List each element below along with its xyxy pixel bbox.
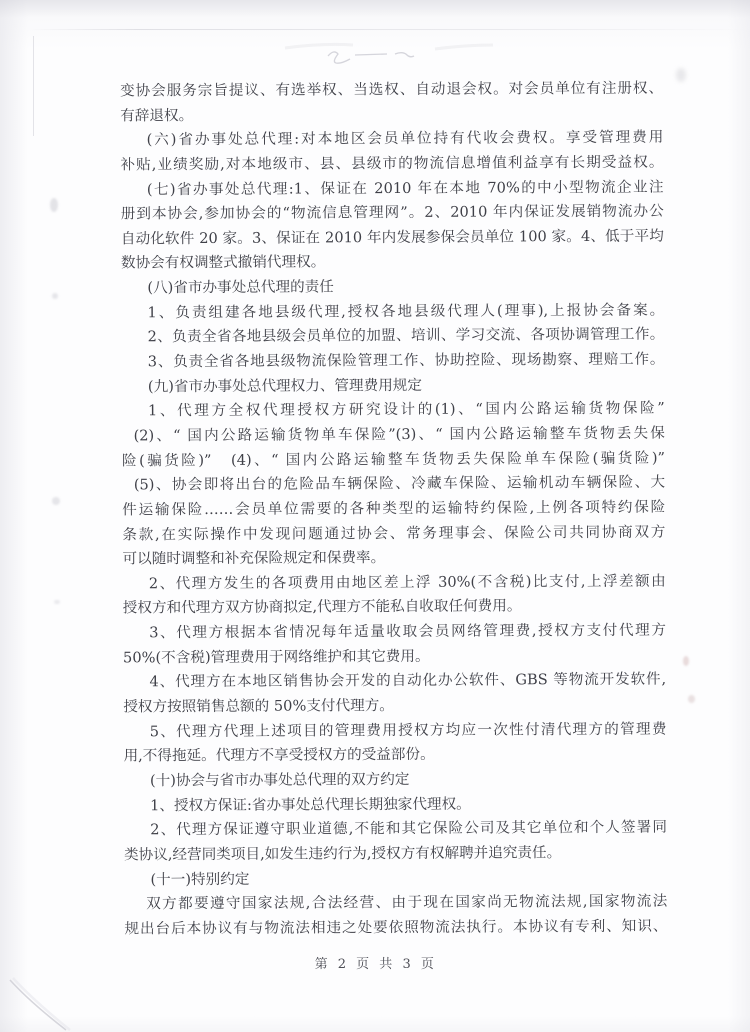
text-line: (八)省市办事处总代理的责任 [147,278,334,297]
text-line: 1、负责组建各地县级代理,授权各地县级代理人(理事),上报协会备案。 [147,301,665,322]
text-line: (六)省办事处总代理:对本地区会员单位持有代收会费权。享受管理费用 [146,128,664,149]
text-line: 类协议,经营同类项目,如发生违约行为,授权方有权解聘并追究责任。 [124,843,562,864]
text-line: 自动化软件 20 家。3、保证在 2010 年内发展参保会员单位 100 家。4、低于平均 [120,227,664,248]
text-line: 5、代理方代理上述项目的管理费用授权方均应一次性付清代理方的管理费 [149,720,667,740]
scan-speck [52,497,60,505]
text-line: 3、代理方根据本省情况每年适量收取会员网络管理费,授权方支付代理方 [149,621,666,642]
text-line: 用,不得拖延。代理方不享受授权方的受益部份。 [123,746,435,765]
scan-speck [50,198,58,212]
scan-speck [52,293,58,299]
scan-speck [688,695,695,703]
page-footer: 第 2 页 共 3 页 [314,957,436,972]
text-line: 50%(不含税)管理费用于网络维护和其它费用。 [122,647,430,667]
text-line: 4、代理方在本地区销售协会开发的自动化办公软件、GBS 等物流开发软件, [149,670,667,691]
text-line: 险(骗货险)” (4)、“ 国内公路运输整车货物丢失保险单车保险(骗货险)” [121,449,666,470]
scan-speck [676,68,686,82]
text-line: 补贴,业绩奖励,对本地级市、县、县级市的物流信息增值利益享有长期受益权。 [120,153,664,174]
text-line: 3、负责全省各地县级物流保险管理工作、协助控险、现场勘察、理赔工作。 [147,350,665,371]
text-line: (九)省市办事处总代理权力、管理费用规定 [147,376,422,395]
text-line: (十一)特别约定 [150,870,250,888]
document-text [120,77,668,942]
text-line: 2、负责全省各地县级会员单位的加盟、培训、学习交流、各项协调管理工作。 [147,325,665,346]
text-line: (七)省办事处总代理:1、保证在 2010 年在本地 70%的中小型物流企业注 [146,178,664,198]
text-line: 规出台后本协议有与物流法相违之处要依照物流法执行。本协议有专利、知识、 [124,917,668,938]
scan-edge-line-horizontal [28,29,750,30]
text-line: (2)、“ 国内公路运输货物单车保险”(3)、“ 国内公路运输整车货物丢失保 [133,424,665,445]
text-line: 1、代理方全权代理授权方研究设计的(1)、“国内公路运输货物保险” [147,399,665,420]
text-line: 可以随时调整和补充保险规定和保费率。 [122,549,386,568]
text-line: 变协会服务宗旨提议、有选举权、当选权、自动退会权。对会员单位有注册权、 [120,79,664,100]
text-line: 授权方按照销售总额的 50%支付代理方。 [123,697,394,716]
text-line: 数协会有权调整式撤销代理权。 [120,253,326,272]
text-line: 2、代理方发生的各项费用由地区差上浮 30%(不含税)比支付,上浮差额由 [148,572,666,593]
text-line: (十)协会与省市办事处总代理的双方约定 [149,770,410,790]
text-line: 授权方和代理方双方协商拟定,代理方不能私自收取任何费用。 [122,597,522,617]
text-line: 有辞退权。 [120,106,194,125]
pencil-smudge [283,38,513,68]
text-line: 2、代理方保证遵守职业道德,不能和其它保险公司及其它单位和个人签署同 [150,818,667,839]
scan-speck [683,656,689,666]
text-line: 1、授权方保证:省办事处总代理长期独家代理权。 [150,795,471,814]
text-line: (5)、协会即将出台的危险品车辆保险、冷藏车保险、运输机动车辆保险、大 [133,473,666,494]
text-line: 件运输保险……会员单位需要的各种类型的运输特约保险,上例各项特约保险 [122,498,666,519]
scan-speck [54,600,60,604]
text-line: 册到本协会,参加协会的“物流信息管理网”。2、2010 年内保证发展销物流办公 [120,202,664,223]
scan-edge-line-vertical [33,36,34,136]
text-line: 双方都要遵守国家法规,合法经营、由于现在国家尚无物流法规,国家物流法 [146,892,668,913]
paper-crease [0,972,90,1032]
text-line: 条款,在实际操作中发现问题通过协会、常务理事会、保险公司共同协商双方 [122,523,666,543]
